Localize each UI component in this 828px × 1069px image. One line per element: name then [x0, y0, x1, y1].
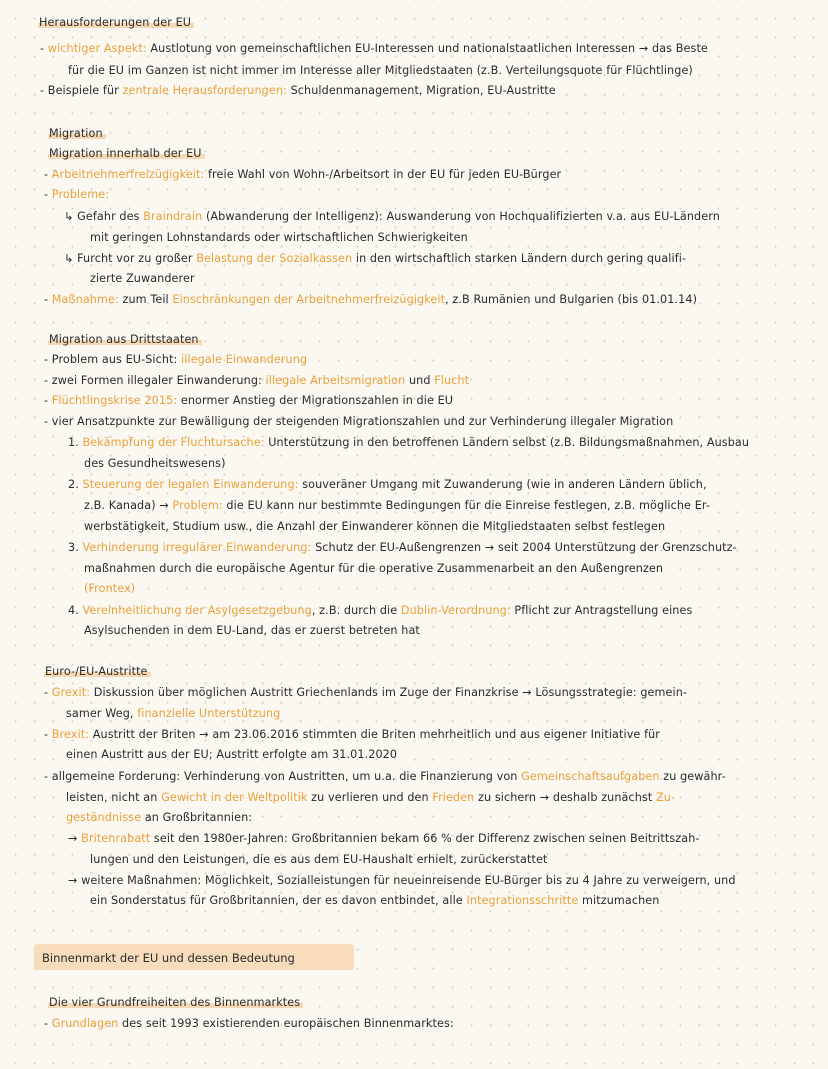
line-punkt-1-fortsetzung: des Gesundheitswesens): [84, 457, 226, 470]
highlighted-text: Arbeitnehmerfreizügigkeit:: [51, 168, 205, 181]
line-problem-eu-sicht: [44, 353, 307, 367]
highlighted-text: (Frontex): [84, 582, 136, 595]
highlighted-text: wichtiger Aspekt:: [47, 42, 147, 55]
text-segment: Migration: [48, 127, 106, 140]
line-britenrabatt-fortsetzung: lungen und den Leistungen, die es aus dem EU-Haushalt erhielt, zurückerstattet: [90, 853, 548, 866]
text-segment: samer Weg,: [66, 707, 138, 720]
text-segment: Euro-/EU-Austritte: [44, 665, 151, 678]
text-segment: - Beispiele für: [40, 84, 123, 97]
highlighted-text: illegale Arbeitsmigration: [265, 374, 406, 387]
text-segment: z.B. Kanada) →: [84, 499, 173, 512]
line-brexit: [44, 728, 660, 742]
line-braindrain: [64, 210, 720, 224]
line-fuer-die-eu: für die EU im Ganzen ist nicht immer im Interesse aller Mitgliedstaaten (z.B. Verteilungsquote für Flüchtlinge): [68, 64, 693, 77]
text-segment: Die vier Grundfreiheiten des Binnenmarktes: [48, 996, 303, 1009]
line-punkt-3-frontex: [84, 582, 135, 596]
text-segment: zum Teil: [118, 293, 173, 306]
line-wichtiger-aspekt: [40, 42, 708, 56]
text-segment: 2.: [68, 478, 83, 491]
text-segment: - Problem aus EU-Sicht:: [44, 353, 182, 366]
text-segment: zu verlieren und den: [307, 791, 433, 804]
line-grundlagen: [44, 1017, 454, 1031]
highlighted-text: Braindrain: [143, 210, 203, 223]
text-segment: Schutz der EU-Außengrenzen → seit 2004 Unterstützung der Grenzschutz-: [311, 541, 737, 554]
line-punkt-2-fortsetzung: werbstätigkeit, Studium usw., die Anzahl der Einwanderer können die Mitgliedstaaten selbst festlegen: [84, 520, 666, 533]
line-arbeitnehmerfreizuegigkeit: [44, 168, 561, 182]
highlighted-text: finanzielle Unterstützung: [137, 707, 281, 720]
text-segment: -: [44, 1017, 52, 1030]
text-segment: -: [44, 686, 52, 699]
text-segment: Migration innerhalb der EU: [48, 147, 205, 160]
highlighted-text: Frieden: [432, 791, 475, 804]
highlighted-text: Verhinderung irregulärer Einwanderung:: [82, 541, 312, 554]
highlighted-text: Probleme:: [51, 188, 110, 201]
highlighted-text: Problem:: [172, 499, 223, 512]
subheading-grundfreiheiten: [48, 996, 303, 1010]
highlighted-text: Brexit:: [51, 728, 90, 741]
text-segment: des seit 1993 existierenden europäischen Binnenmarktes:: [118, 1017, 454, 1030]
line-fluechtlingskrise: [44, 394, 453, 408]
highlighted-text: Flucht: [434, 374, 470, 387]
text-segment: zu sichern → deshalb zunächst: [474, 791, 657, 804]
highlighted-text: geständnisse: [66, 811, 142, 824]
text-segment: - zwei Formen illegaler Einwanderung:: [44, 374, 266, 387]
line-brexit-fortsetzung: einen Austritt aus der EU; Austritt erfolgte am 31.01.2020: [66, 748, 398, 761]
text-segment: leisten, nicht an: [66, 791, 162, 804]
line-britenrabatt: [68, 832, 700, 846]
highlighted-text: Integrationsschritte: [466, 894, 579, 907]
text-segment: ↳ Gefahr des: [64, 210, 144, 223]
line-grexit: [44, 686, 687, 700]
text-segment: Schuldenmanagement, Migration, EU-Austritte: [286, 84, 556, 97]
highlighted-text: Britenrabatt: [81, 832, 151, 845]
highlighted-text: illegale Einwanderung: [181, 353, 308, 366]
text-segment: (Abwanderung der Intelligenz): Auswanderung von Hochqualifizierten v.a. aus EU-Ländern: [202, 210, 720, 223]
highlighted-text: Vereinheitlichung der Asylgesetzgebung: [82, 604, 312, 617]
line-punkt-1: [68, 436, 749, 450]
text-segment: , z.B Rumänien und Bulgarien (bis 01.01.14): [445, 293, 698, 306]
line-punkt-3-fortsetzung: maßnahmen durch die europäische Agentur für die operative Zusammenarbeit an den Außengrenzen: [84, 562, 664, 575]
text-segment: -: [44, 728, 52, 741]
text-segment: -: [44, 293, 52, 306]
text-segment: und: [405, 374, 435, 387]
highlighted-text: Gewicht in der Weltpolitik: [161, 791, 308, 804]
text-segment: Migration aus Drittstaaten: [48, 333, 202, 346]
highlighted-text: Flüchtlingskrise 2015:: [51, 394, 178, 407]
line-zuwanderer: zierte Zuwanderer: [90, 272, 195, 285]
text-segment: 4.: [68, 604, 83, 617]
text-segment: ↳ Furcht vor zu großer: [64, 252, 197, 265]
text-segment: mitzumachen: [578, 894, 660, 907]
highlighted-text: Grundlagen: [51, 1017, 119, 1030]
text-segment: →: [68, 832, 82, 845]
heading-herausforderungen: [38, 16, 194, 30]
text-segment: -: [44, 168, 52, 181]
highlighted-text: Dublin-Verordnung:: [400, 604, 511, 617]
text-segment: zu gewähr-: [659, 770, 726, 783]
highlighted-text: Gemeinschaftsaufgaben: [521, 770, 660, 783]
text-segment: souveräner Umgang mit Zuwanderung (wie in anderen Ländern üblich,: [298, 478, 707, 491]
section-title-binnenmarkt: Binnenmarkt der EU und dessen Bedeutung: [42, 951, 295, 965]
line-massnahme: [44, 293, 697, 307]
highlighted-text: Einschränkungen der Arbeitnehmerfreizügigkeit: [172, 293, 446, 306]
line-punkt-2-problem: [84, 499, 710, 513]
line-beispiele: [40, 84, 556, 98]
line-sonderstatus: [90, 894, 659, 908]
highlighted-text: Bekämpfung der Fluchtursache:: [82, 436, 265, 449]
text-segment: -: [44, 188, 52, 201]
text-segment: -: [40, 42, 48, 55]
subheading-migration-innerhalb: [48, 147, 205, 161]
line-probleme: [44, 188, 109, 202]
subheading-drittstaaten: [48, 333, 202, 347]
text-segment: ein Sonderstatus für Großbritannien, der es davon entbindet, alle: [90, 894, 467, 907]
heading-austritte: [44, 665, 151, 679]
text-segment: in den wirtschaftlich starken Ländern durch gering qualifi-: [352, 252, 687, 265]
highlighted-text: Maßnahme:: [51, 293, 119, 306]
line-zugestaendnisse: [66, 811, 252, 825]
line-sozialkassen: [64, 252, 686, 266]
text-segment: Unterstützung in den betroffenen Ländern selbst (z.B. Bildungsmaßnahmen, Ausbau: [264, 436, 750, 449]
line-weitere-massnahmen: → weitere Maßnahmen: Möglichkeit, Sozialleistungen für neueinreisende EU-Bürger bis zu 4 Jahre zu verweigern, und: [68, 874, 736, 887]
text-segment: , z.B. durch die: [311, 604, 401, 617]
highlighted-text: Steuerung der legalen Einwanderung:: [82, 478, 299, 491]
line-punkt-3: [68, 541, 737, 555]
line-forderung-fortsetzung: [66, 791, 675, 805]
text-segment: -: [44, 394, 52, 407]
heading-migration: [48, 127, 106, 141]
text-segment: an Großbritannien:: [141, 811, 253, 824]
line-lohnstandards: mit geringen Lohnstandards oder wirtschaftlichen Schwierigkeiten: [90, 231, 468, 244]
line-vier-ansatzpunkte: - vier Ansatzpunkte zur Bewälligung der steigenden Migrationszahlen und zur Verhinderung illegaler Migration: [44, 415, 674, 428]
text-segment: Herausforderungen der EU: [38, 16, 194, 29]
text-segment: Pflicht zur Antragstellung eines: [510, 604, 693, 617]
text-segment: freie Wahl von Wohn-/Arbeitsort in der EU für jeden EU-Bürger: [204, 168, 562, 181]
line-zwei-formen: [44, 374, 469, 388]
text-segment: Austritt der Briten → am 23.06.2016 stimmten die Briten mehrheitlich und aus eigener Initiative für: [89, 728, 660, 741]
highlighted-text: Grexit:: [51, 686, 91, 699]
text-segment: Austlotung von gemeinschaftlichen EU-Interessen und nationalstaatlichen Interessen → das Beste: [146, 42, 708, 55]
line-grexit-fortsetzung: [66, 707, 280, 721]
highlighted-text: Belastung der Sozialkassen: [196, 252, 353, 265]
highlighted-text: Zu-: [656, 791, 676, 804]
line-punkt-2: [68, 478, 707, 492]
text-segment: Diskussion über möglichen Austritt Griechenlands im Zuge der Finanzkrise → Lösungsstrategie: gemein-: [90, 686, 688, 699]
line-punkt-4: [68, 604, 692, 618]
line-punkt-4-fortsetzung: Asylsuchenden in dem EU-Land, das er zuerst betreten hat: [84, 624, 420, 637]
text-segment: 1.: [68, 436, 83, 449]
text-segment: 3.: [68, 541, 83, 554]
line-allgemeine-forderung: [44, 770, 726, 784]
text-segment: - allgemeine Forderung: Verhinderung von Austritten, um u.a. die Finanzierung von: [44, 770, 522, 783]
text-segment: seit den 1980er-Jahren: Großbritannien bekam 66 % der Differenz zwischen seinen Beitrittszah-: [150, 832, 700, 845]
highlighted-text: zentrale Herausforderungen:: [122, 84, 287, 97]
text-segment: enormer Anstieg der Migrationszahlen in die EU: [177, 394, 454, 407]
text-segment: die EU kann nur bestimmte Bedingungen für die Einreise festlegen, z.B. mögliche Er-: [222, 499, 710, 512]
